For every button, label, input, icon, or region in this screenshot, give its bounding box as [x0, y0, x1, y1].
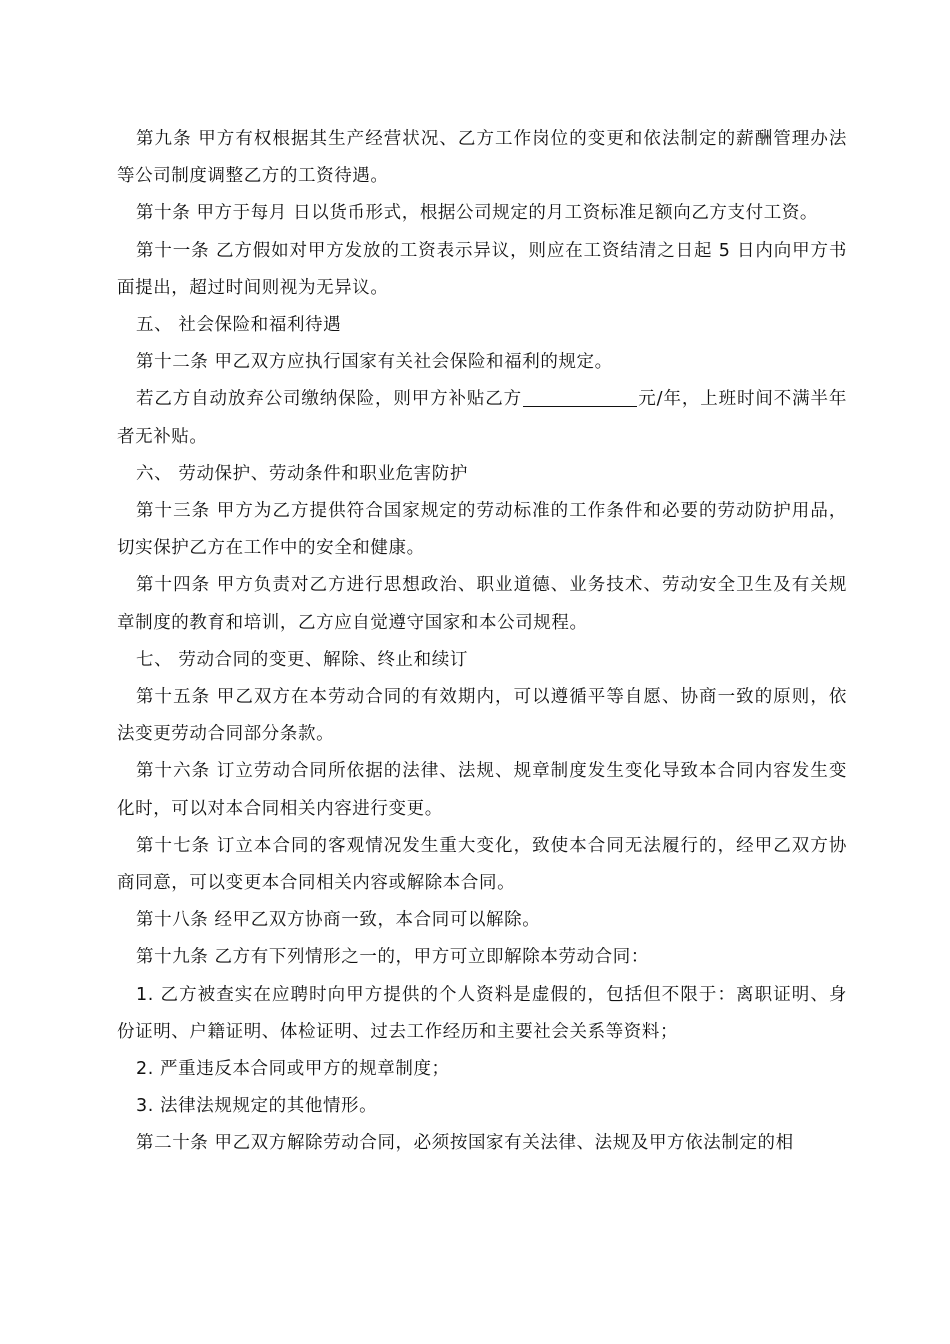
article-9: 第九条 甲方有权根据其生产经营状况、乙方工作岗位的变更和依法制定的薪酬管理办法等公司制度调整乙方的工资待遇。 [117, 129, 847, 187]
section-6-heading: 六、 劳动保护、劳动条件和职业危害防护 [136, 463, 468, 484]
article-14: 第十四条 甲方负责对乙方进行思想政治、职业道德、业务技术、劳动安全卫生及有关规章制度的教育和培训，乙方应自觉遵守国家和本公司规程。 [117, 575, 847, 633]
article-11: 第十一条 乙方假如对甲方发放的工资表示异议，则应在工资结清之日起 5 日内向甲方书面提出，超过时间则视为无异议。 [117, 240, 847, 298]
article-17: 第十七条 订立本合同的客观情况发生重大变化，致使本合同无法履行的，经甲乙双方协商同意，可以变更本合同相关内容或解除本合同。 [117, 835, 847, 894]
article-19-item-3: 3. 法律法规规定的其他情形。 [136, 1096, 378, 1117]
article-19: 第十九条 乙方有下列情形之一的，甲方可立即解除本劳动合同： [136, 947, 649, 968]
subsidy-amount-blank [523, 392, 637, 407]
article-10: 第十条 甲方于每月 日以货币形式，根据公司规定的月工资标准足额向乙方支付工资。 [136, 203, 819, 224]
article-20: 第二十条 甲乙双方解除劳动合同，必须按国家有关法律、法规及甲方依法制定的相 [136, 1133, 794, 1154]
article-15: 第十五条 甲乙双方在本劳动合同的有效期内，可以遵循平等自愿、协商一致的原则，依法变更劳动合同部分条款。 [117, 687, 847, 745]
insurance-subsidy-text-before: 若乙方自动放弃公司缴纳保险，则甲方补贴乙方 [136, 389, 523, 410]
article-16: 第十六条 订立劳动合同所依据的法律、法规、规章制度发生变化导致本合同内容发生变化时，可以对本合同相关内容进行变更。 [117, 761, 847, 819]
article-19-item-1: 1. 乙方被查实在应聘时向甲方提供的个人资料是虚假的，包括但不限于：离职证明、身份证明、户籍证明、体检证明、过去工作经历和主要社会关系等资料； [117, 984, 847, 1042]
insurance-subsidy-paragraph [117, 381, 847, 455]
section-5-heading: 五、 社会保险和福利待遇 [136, 315, 342, 336]
article-13: 第十三条 甲方为乙方提供符合国家规定的劳动标准的工作条件和必要的劳动防护用品，切实保护乙方在工作中的安全和健康。 [117, 501, 847, 559]
section-7-heading: 七、 劳动合同的变更、解除、终止和续订 [136, 649, 468, 670]
article-19-item-2: 2. 严重违反本合同或甲方的规章制度； [136, 1059, 450, 1080]
insurance-subsidy-text-after: 元/年，上班时间不满半年者无补贴。 [117, 389, 847, 447]
article-18: 第十八条 经甲乙双方协商一致，本合同可以解除。 [136, 910, 541, 931]
article-12: 第十二条 甲乙双方应执行国家有关社会保险和福利的规定。 [136, 352, 613, 373]
document-body [117, 121, 847, 1163]
